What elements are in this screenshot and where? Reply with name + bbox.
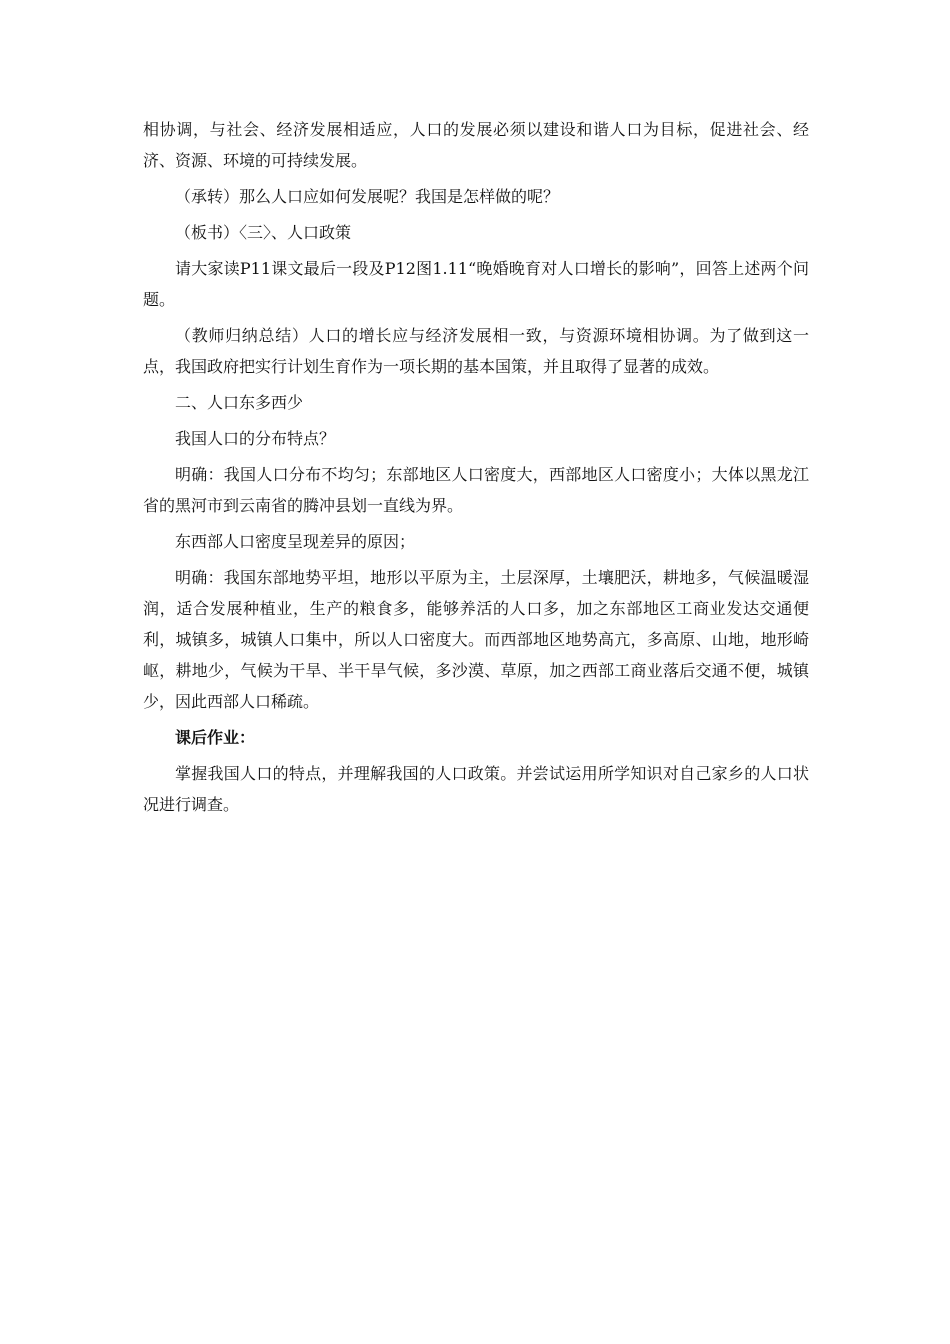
paragraph-answer-distribution: 明确：我国人口分布不均匀；东部地区人口密度大，西部地区人口密度小；大体以黑龙江省的黑河市到云南省的腾冲县划一直线为界。 <box>143 465 809 515</box>
paragraph-homework: 掌握我国人口的特点，并理解我国的人口政策。并尝试运用所学知识对自己家乡的人口状况进行调查。 <box>143 764 809 814</box>
paragraph-continuation: 相协调，与社会、经济发展相适应，人口的发展必须以建设和谐人口为目标，促进社会、经济、资源、环境的可持续发展。 <box>143 120 809 170</box>
paragraph-reading-task: 请大家读P11课文最后一段及P12图1.11“晚婚晚育对人口增长的影响”，回答上述两个问题。 <box>143 259 809 309</box>
homework-heading: 课后作业： <box>175 728 256 747</box>
section-heading-population-distribution: 二、人口东多西少 <box>175 393 304 412</box>
document-body <box>143 114 809 825</box>
paragraph-teacher-summary: （教师归纳总结）人口的增长应与经济发展相一致，与资源环境相协调。为了做到这一点，我国政府把实行计划生育作为一项长期的基本国策，并且取得了显著的成效。 <box>143 326 809 376</box>
paragraph-question-distribution: 我国人口的分布特点？ <box>175 429 336 448</box>
paragraph-answer-reasons: 明确：我国东部地势平坦，地形以平原为主，土层深厚，土壤肥沃，耕地多，气候温暖湿润，适合发展种植业，生产的粮食多，能够养活的人口多，加之东部地区工商业发达交通便利，城镇多，城镇人口集中，所以人口密度大。而西部地区地势高亢，多高原、山地，地形崎岖，耕地少，气候为干旱、半干旱气候，多沙漠、草原，加之西部工商业落后交通不便，城镇少，因此西部人口稀疏。 <box>143 568 809 711</box>
paragraph-transition: （承转）那么人口应如何发展呢？我国是怎样做的呢？ <box>175 187 560 206</box>
paragraph-board-heading: （板书）〈三〉、人口政策 <box>175 223 352 242</box>
paragraph-question-reasons: 东西部人口密度呈现差异的原因； <box>175 532 416 551</box>
